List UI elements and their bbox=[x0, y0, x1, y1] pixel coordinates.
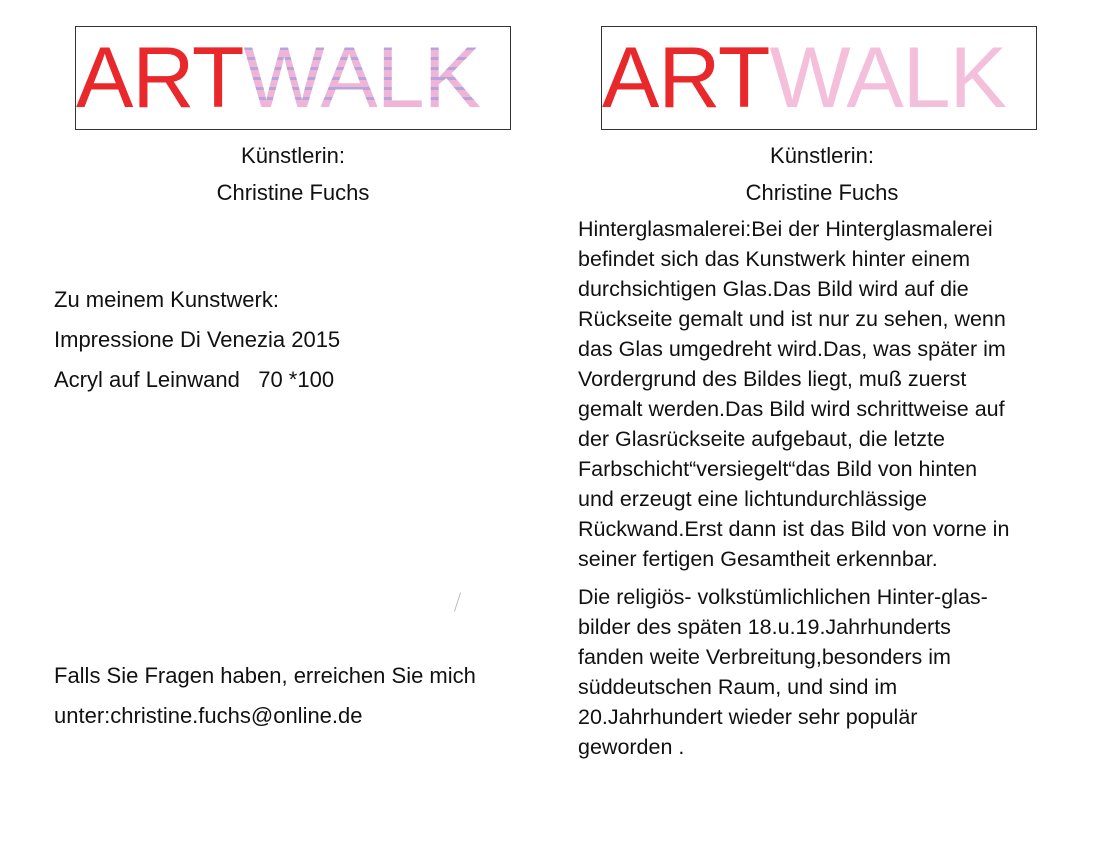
scan-mark bbox=[454, 592, 461, 611]
text-line: Hinterglasmalerei:Bei der Hinterglasmalerei bbox=[578, 217, 993, 241]
text-line: süddeutschen Raum, und sind im bbox=[578, 675, 898, 699]
text-line: Farbschicht“versiegelt“das Bild von hinten bbox=[578, 457, 978, 481]
artwork-medium: Acryl auf Leinwand 70 *100 bbox=[54, 367, 335, 392]
logo-art-text: ART bbox=[602, 30, 770, 126]
text-line: und erzeugt eine lichtundurchlässige bbox=[578, 487, 928, 511]
text-line: Vordergrund des Bildes liegt, muß zuerst bbox=[578, 367, 967, 391]
text-line: gemalt werden.Das Bild wird schrittweise auf bbox=[578, 397, 1005, 421]
text-line: der Glasrückseite aufgebaut, die letzte bbox=[578, 427, 945, 451]
logo-walk-text: WALK bbox=[243, 30, 480, 126]
description-paragraph-2 bbox=[578, 582, 1078, 762]
technique-description bbox=[578, 214, 1078, 770]
text-line: geworden . bbox=[578, 735, 685, 759]
logo-walk-text: WALK bbox=[769, 30, 1006, 126]
artwalk-logo bbox=[601, 26, 1037, 130]
text-line: 20.Jahrhundert wieder sehr populär bbox=[578, 705, 918, 729]
artwork-title: Impressione Di Venezia 2015 bbox=[54, 327, 341, 352]
text-line: durchsichtigen Glas.Das Bild wird auf die bbox=[578, 277, 969, 301]
artwalk-logo bbox=[75, 26, 511, 130]
text-line: seiner fertigen Gesamtheit erkennbar. bbox=[578, 547, 938, 571]
artist-name: Christine Fuchs bbox=[745, 180, 899, 205]
text-line: Rückwand.Erst dann ist das Bild von vorne in bbox=[578, 517, 1010, 541]
text-line: das Glas umgedreht wird.Das, was später im bbox=[578, 337, 1006, 361]
artist-name: Christine Fuchs bbox=[216, 180, 370, 205]
text-line: fanden weite Verbreitung,besonders im bbox=[578, 645, 951, 669]
artist-label: Künstlerin: bbox=[241, 143, 345, 168]
artwork-heading: Zu meinem Kunstwerk: bbox=[54, 287, 279, 312]
artwork-info bbox=[54, 280, 340, 400]
contact-info bbox=[54, 656, 476, 736]
contact-line-1: Falls Sie Fragen haben, erreichen Sie mich bbox=[54, 663, 476, 688]
text-line: Rückseite gemalt und ist nur zu sehen, wenn bbox=[578, 307, 1006, 331]
description-paragraph-1 bbox=[578, 214, 1078, 574]
text-line: befindet sich das Kunstwerk hinter einem bbox=[578, 247, 970, 271]
contact-email-line: unter:christine.fuchs@online.de bbox=[54, 703, 363, 728]
artist-label: Künstlerin: bbox=[770, 143, 874, 168]
logo-art-text: ART bbox=[76, 30, 244, 126]
text-line: Die religiös- volkstümlichlichen Hinter-glas- bbox=[578, 585, 988, 609]
text-line: bilder des späten 18.u.19.Jahrhunderts bbox=[578, 615, 951, 639]
